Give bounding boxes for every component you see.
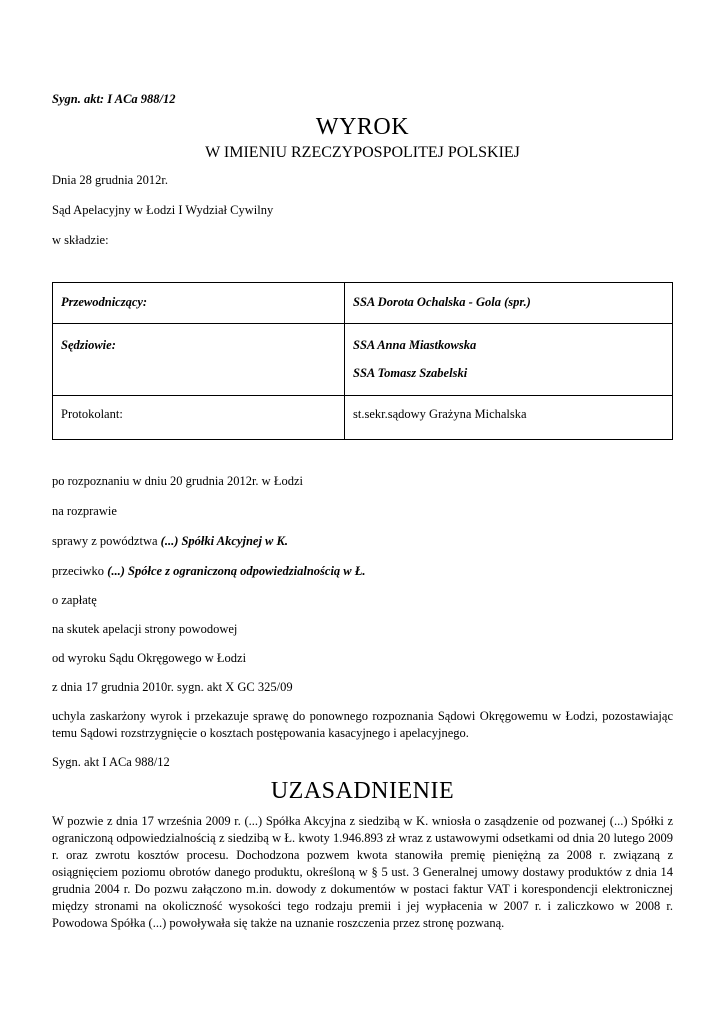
hearing-type-line: na rozprawie bbox=[52, 504, 117, 518]
judgment-title: WYROK bbox=[315, 114, 410, 140]
plaintiff-line bbox=[52, 533, 288, 549]
plaintiff-name: (...) Spółki Akcyjnej w K. bbox=[160, 534, 288, 548]
justification-title: UZASADNIENIE bbox=[270, 778, 455, 804]
ruling-paragraph: uchyla zaskarżony wyrok i przekazuje sprawę do ponownego rozpoznania Sądowi Okręgowemu w Łodzi, pozostawiając temu Sądowi rozstrzygnięcie o kosztach postępowania kasacyjnego i apelacyjnego. bbox=[52, 709, 673, 740]
defendant-line bbox=[52, 563, 366, 579]
hearing-date-line: po rozpoznaniu w dniu 20 grudnia 2012r. w Łodzi bbox=[52, 474, 303, 488]
chair-name: SSA Dorota Ochalska - Gola (spr.) bbox=[345, 283, 673, 324]
composition-label: w składzie: bbox=[52, 233, 109, 247]
case-signature-secondary: Sygn. akt I ACa 988/12 bbox=[52, 755, 170, 769]
case-signature: Sygn. akt: I ACa 988/12 bbox=[52, 92, 176, 106]
judges-names bbox=[345, 324, 673, 396]
judge-name: SSA Tomasz Szabelski bbox=[353, 366, 468, 380]
defendant-name: (...) Spółce z ograniczoną odpowiedzialnością w Ł. bbox=[107, 564, 366, 578]
clerk-name: st.sekr.sądowy Grażyna Michalska bbox=[345, 396, 673, 440]
clerk-label: Protokolant: bbox=[53, 396, 345, 440]
lower-court-line: od wyroku Sądu Okręgowego w Łodzi bbox=[52, 651, 247, 665]
defendant-prefix: przeciwko bbox=[52, 564, 108, 578]
judges-label: Sędziowie: bbox=[53, 324, 345, 396]
appeal-line: na skutek apelacji strony powodowej bbox=[52, 622, 238, 636]
lower-judgment-line: z dnia 17 grudnia 2010r. sygn. akt X GC 325/09 bbox=[52, 680, 293, 694]
plaintiff-prefix: sprawy z powództwa bbox=[52, 534, 161, 548]
court-name: Sąd Apelacyjny w Łodzi I Wydział Cywilny bbox=[52, 203, 274, 217]
claim-subject-line: o zapłatę bbox=[52, 593, 97, 607]
judgment-date: Dnia 28 grudnia 2012r. bbox=[52, 173, 168, 187]
bench-table bbox=[52, 282, 673, 440]
bench-row-judges bbox=[53, 324, 673, 396]
chair-label: Przewodniczący: bbox=[53, 283, 345, 324]
judgment-subtitle: W IMIENIU RZECZYPOSPOLITEJ POLSKIEJ bbox=[205, 144, 520, 161]
justification-paragraph: W pozwie z dnia 17 września 2009 r. (...) Spółka Akcyjna z siedzibą w K. wniosła o zasądzenie od pozwanej (...) Spółki z ograniczoną odpowiedzialnością z siedzibą w Ł. kwoty 1.946.893 zł wraz z ustawowymi odsetkami od dnia 20 lutego 2009 r. oraz zwrotu kosztów procesu. Dochodzona pozwem kwota stanowiła premię pieniężną za 2008 r. związaną z osiągnięciem poziomu obrotów danego produktu, określoną w § 5 ust. 3 Generalnej umowy dostawy produktów z dnia 14 grudnia 2004 r. Do pozwu załączono m.in. dowody z dokumentów w postaci faktur VAT i korespondencji elektronicznej między stronami na okoliczność wysokości tego rodzaju premii i jej wypłacenia w 2007 r. i zaliczkowo w 2008 r. Powodowa Spółka (...) powoływała się także na uznanie roszczenia przez stronę pozwaną. bbox=[52, 814, 673, 930]
bench-row-chair bbox=[53, 283, 673, 324]
bench-row-clerk bbox=[53, 396, 673, 440]
judge-name: SSA Anna Miastkowska bbox=[353, 338, 477, 352]
